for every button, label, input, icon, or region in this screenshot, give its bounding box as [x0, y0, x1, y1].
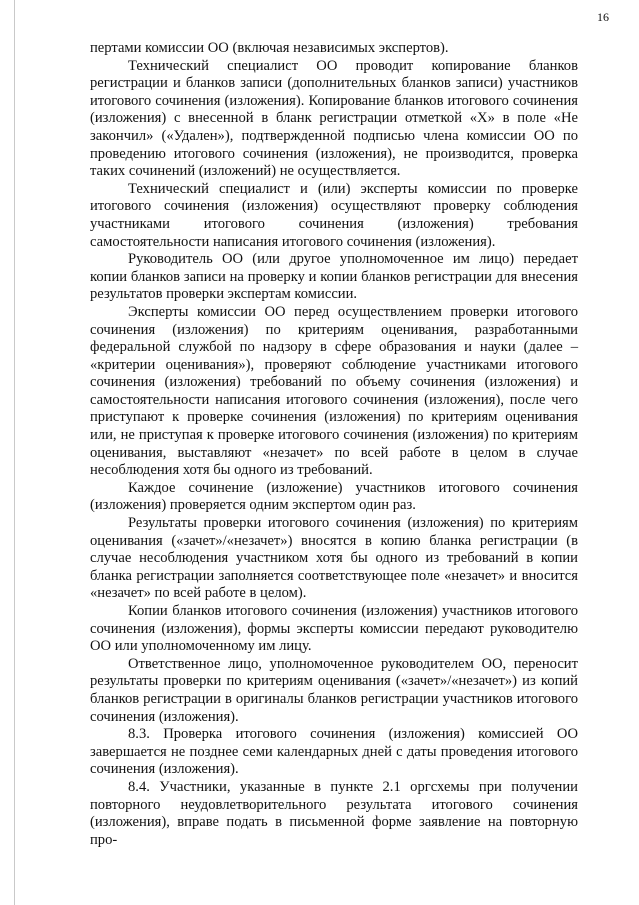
paragraph-results-entry: Результаты проверки итогового сочинения (изложения) по критериям оценивания («зачет»/«незачет») вносятся в копию бланка регистрации (в случае несоблюдения участником хотя бы одного из требований в копии бланка регистрации заполняется соответствующее поле «незачет» и вносится «незачет» по всей работе в целом). [90, 515, 578, 602]
paragraph-continuation: пертами комиссии ОО (включая независимых экспертов). [90, 40, 449, 56]
scan-edge-line [14, 0, 15, 905]
paragraph-independence-check: Технический специалист и (или) эксперты комиссии по проверке итогового сочинения (изложения) осуществляют проверку соблюдения участниками итогового сочинения (изложения) требования самостоятельности написания итогового сочинения (изложения). [90, 180, 578, 250]
paragraph-copying: Технический специалист ОО проводит копирование бланков регистрации и бланков записи (дополнительных бланков записи) участников итогового сочинения (изложения). Копирование бланков итогового сочинения (изложения) с внесенной в бланк регистрации отметкой «Х» в поле «Не закончил» («Удален»), подтвержденной подписью члена комиссии ОО по проведению итогового сочинения (изложения), не производится, проверка таких сочинений (изложений) не осуществляется. [90, 57, 578, 180]
page-number: 16 [597, 10, 609, 24]
paragraph-8-3: 8.3. Проверка итогового сочинения (изложения) комиссией ОО завершается не позднее семи календарных дней с даты проведения итогового сочинения (изложения). [90, 726, 578, 778]
paragraph-single-expert: Каждое сочинение (изложение) участников итогового сочинения (изложения) проверяется одним экспертом один раз. [90, 479, 578, 514]
paragraph-experts-check: Эксперты комиссии ОО перед осуществлением проверки итогового сочинения (изложения) по критериям оценивания, разработанными федеральной службой по надзору в сфере образования и науки (далее – «критерии оценивания»), проверяют соблюдение участниками итогового сочинения (изложения) требований по объему сочинения (изложения) и самостоятельности написания итогового сочинения (изложения), после чего приступают к проверке сочинения (изложения) по критериям оценивания или, не приступая к проверке итогового сочинения (изложения) по критериям оценивания, выставляют «незачет» по всей работе в целом в случае несоблюдения хотя бы одного из требований. [90, 303, 578, 479]
paragraph-handover: Руководитель ОО (или другое уполномоченное им лицо) передает копии бланков записи на проверку и копии бланков регистрации для внесения результатов проверки экспертам комиссии. [90, 251, 578, 303]
paragraph-results-transfer: Ответственное лицо, уполномоченное руководителем ОО, переносит результаты проверки по критериям оценивания («зачет»/«незачет») из копий бланков регистрации в оригиналы бланков регистрации участников итогового сочинения (изложения). [90, 655, 578, 725]
paragraph-8-4: 8.4. Участники, указанные в пункте 2.1 оргсхемы при получении повторного неудовлетворительного результата итогового сочинения (изложения), вправе подать в письменной форме заявление на повторную про- [90, 778, 578, 848]
paragraph-forms-transfer: Копии бланков итогового сочинения (изложения) участников итогового сочинения (изложения), формы эксперты комиссии передают руководителю ОО или уполномоченному им лицу. [90, 603, 578, 655]
document-body [90, 40, 578, 849]
